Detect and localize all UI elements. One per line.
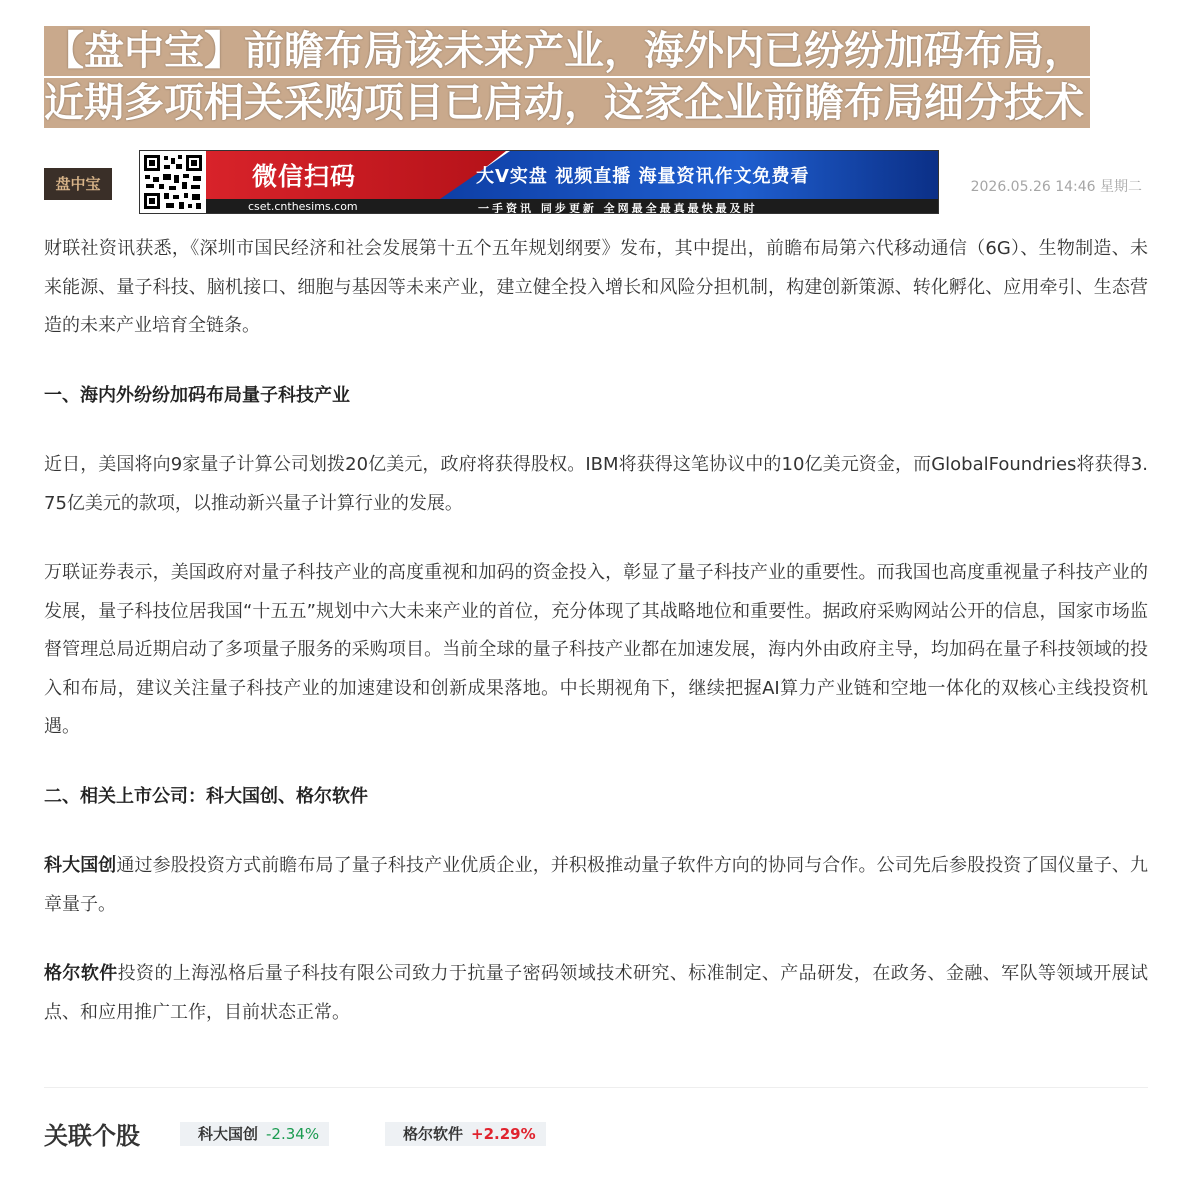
company-paragraph-2: [44, 955, 1148, 1032]
intro-paragraph: 财联社资讯获悉，《深圳市国民经济和社会发展第十五个五年规划纲要》发布，其中提出，前瞻布局第六代移动通信（6G）、生物制造、未来能源、量子科技、脑机接口、细胞与基因等未来产业，建立健全投入增长和风险分担机制，构建创新策源、转化孵化、应用牵引、生态营造的未来产业培育全链条。: [44, 238, 1148, 336]
wechat-ad-banner[interactable]: [139, 150, 939, 214]
company-name-2: 格尔软件: [44, 963, 118, 984]
banner-slogan: 大V实盘 视频直播 海量资讯作文免费看: [476, 166, 810, 187]
article-body: [44, 230, 1148, 1032]
section-heading-2: 二、相关上市公司：科大国创、格尔软件: [44, 785, 368, 807]
stock-change: +2.29%: [471, 1125, 536, 1143]
article-title: [44, 26, 1154, 128]
qr-code-icon: [142, 153, 204, 211]
stock-chip-1[interactable]: [180, 1122, 329, 1146]
company-paragraph-1: [44, 847, 1148, 924]
company-name-1: 科大国创: [44, 855, 117, 876]
publish-datetime: 2026.05.26 14:46 星期二: [970, 179, 1142, 195]
article-title-line-2: 近期多项相关采购项目已启动，这家企业前瞻布局细分技术: [44, 78, 1090, 128]
paragraph-wanlian-view: 万联证券表示，美国政府对量子科技产业的高度重视和加码的资金投入，彰显了量子科技产业的重要性。而我国也高度重视量子科技产业的发展，量子科技位居我国“十五五”规划中六大未来产业的首位，充分体现了其战略地位和重要性。据政府采购网站公开的信息，国家市场监督管理总局近期启动了多项量子服务的采购项目。当前全球的量子科技产业都在加速发展，海内外由政府主导，均加码在量子科技领域的投入和布局，建议关注量子科技产业的加速建设和创新成果落地。中长期视角下，继续把握AI算力产业链和空地一体化的双核心主线投资机遇。: [44, 562, 1148, 737]
company-text-2: 投资的上海泓格后量子科技有限公司致力于抗量子密码领域技术研究、标准制定、产品研发，在政务、金融、军队等领域开展试点、和应用推广工作，目前状态正常。: [44, 963, 1149, 1023]
section-heading-1: 一、海内外纷纷加码布局量子科技产业: [44, 384, 350, 406]
divider: [44, 1087, 1148, 1088]
article-title-line-1: 【盘中宝】前瞻布局该未来产业，海外内已纷纷加码布局，: [44, 26, 1090, 76]
related-stocks: [44, 1112, 1148, 1152]
stock-name: 科大国创: [198, 1125, 259, 1143]
related-stocks-title: 关联个股: [44, 1122, 140, 1150]
stock-change: -2.34%: [266, 1125, 320, 1143]
stock-chip-2[interactable]: [385, 1122, 546, 1146]
paragraph-us-funding: 近日，美国将向9家量子计算公司划拨20亿美元，政府将获得股权。IBM将获得这笔协议中的10亿美元资金，而GlobalFoundries将获得3.75亿美元的款项，以推动新兴量子计算行业的发展。: [44, 454, 1148, 514]
source-tag[interactable]: 盘中宝: [44, 168, 112, 200]
banner-url: cset.cnthesims.com: [248, 200, 358, 213]
banner-tagline: 一手资讯 同步更新 全网最全最真最快最及时: [478, 202, 758, 214]
stock-name: 格尔软件: [403, 1125, 464, 1143]
article-meta: [44, 150, 1154, 216]
company-text-1: 通过参股投资方式前瞻布局了量子科技产业优质企业，并积极推动量子软件方向的协同与合作。公司先后参股投资了国仪量子、九章量子。: [44, 855, 1149, 915]
banner-weixin-label: 微信扫码: [252, 162, 357, 191]
